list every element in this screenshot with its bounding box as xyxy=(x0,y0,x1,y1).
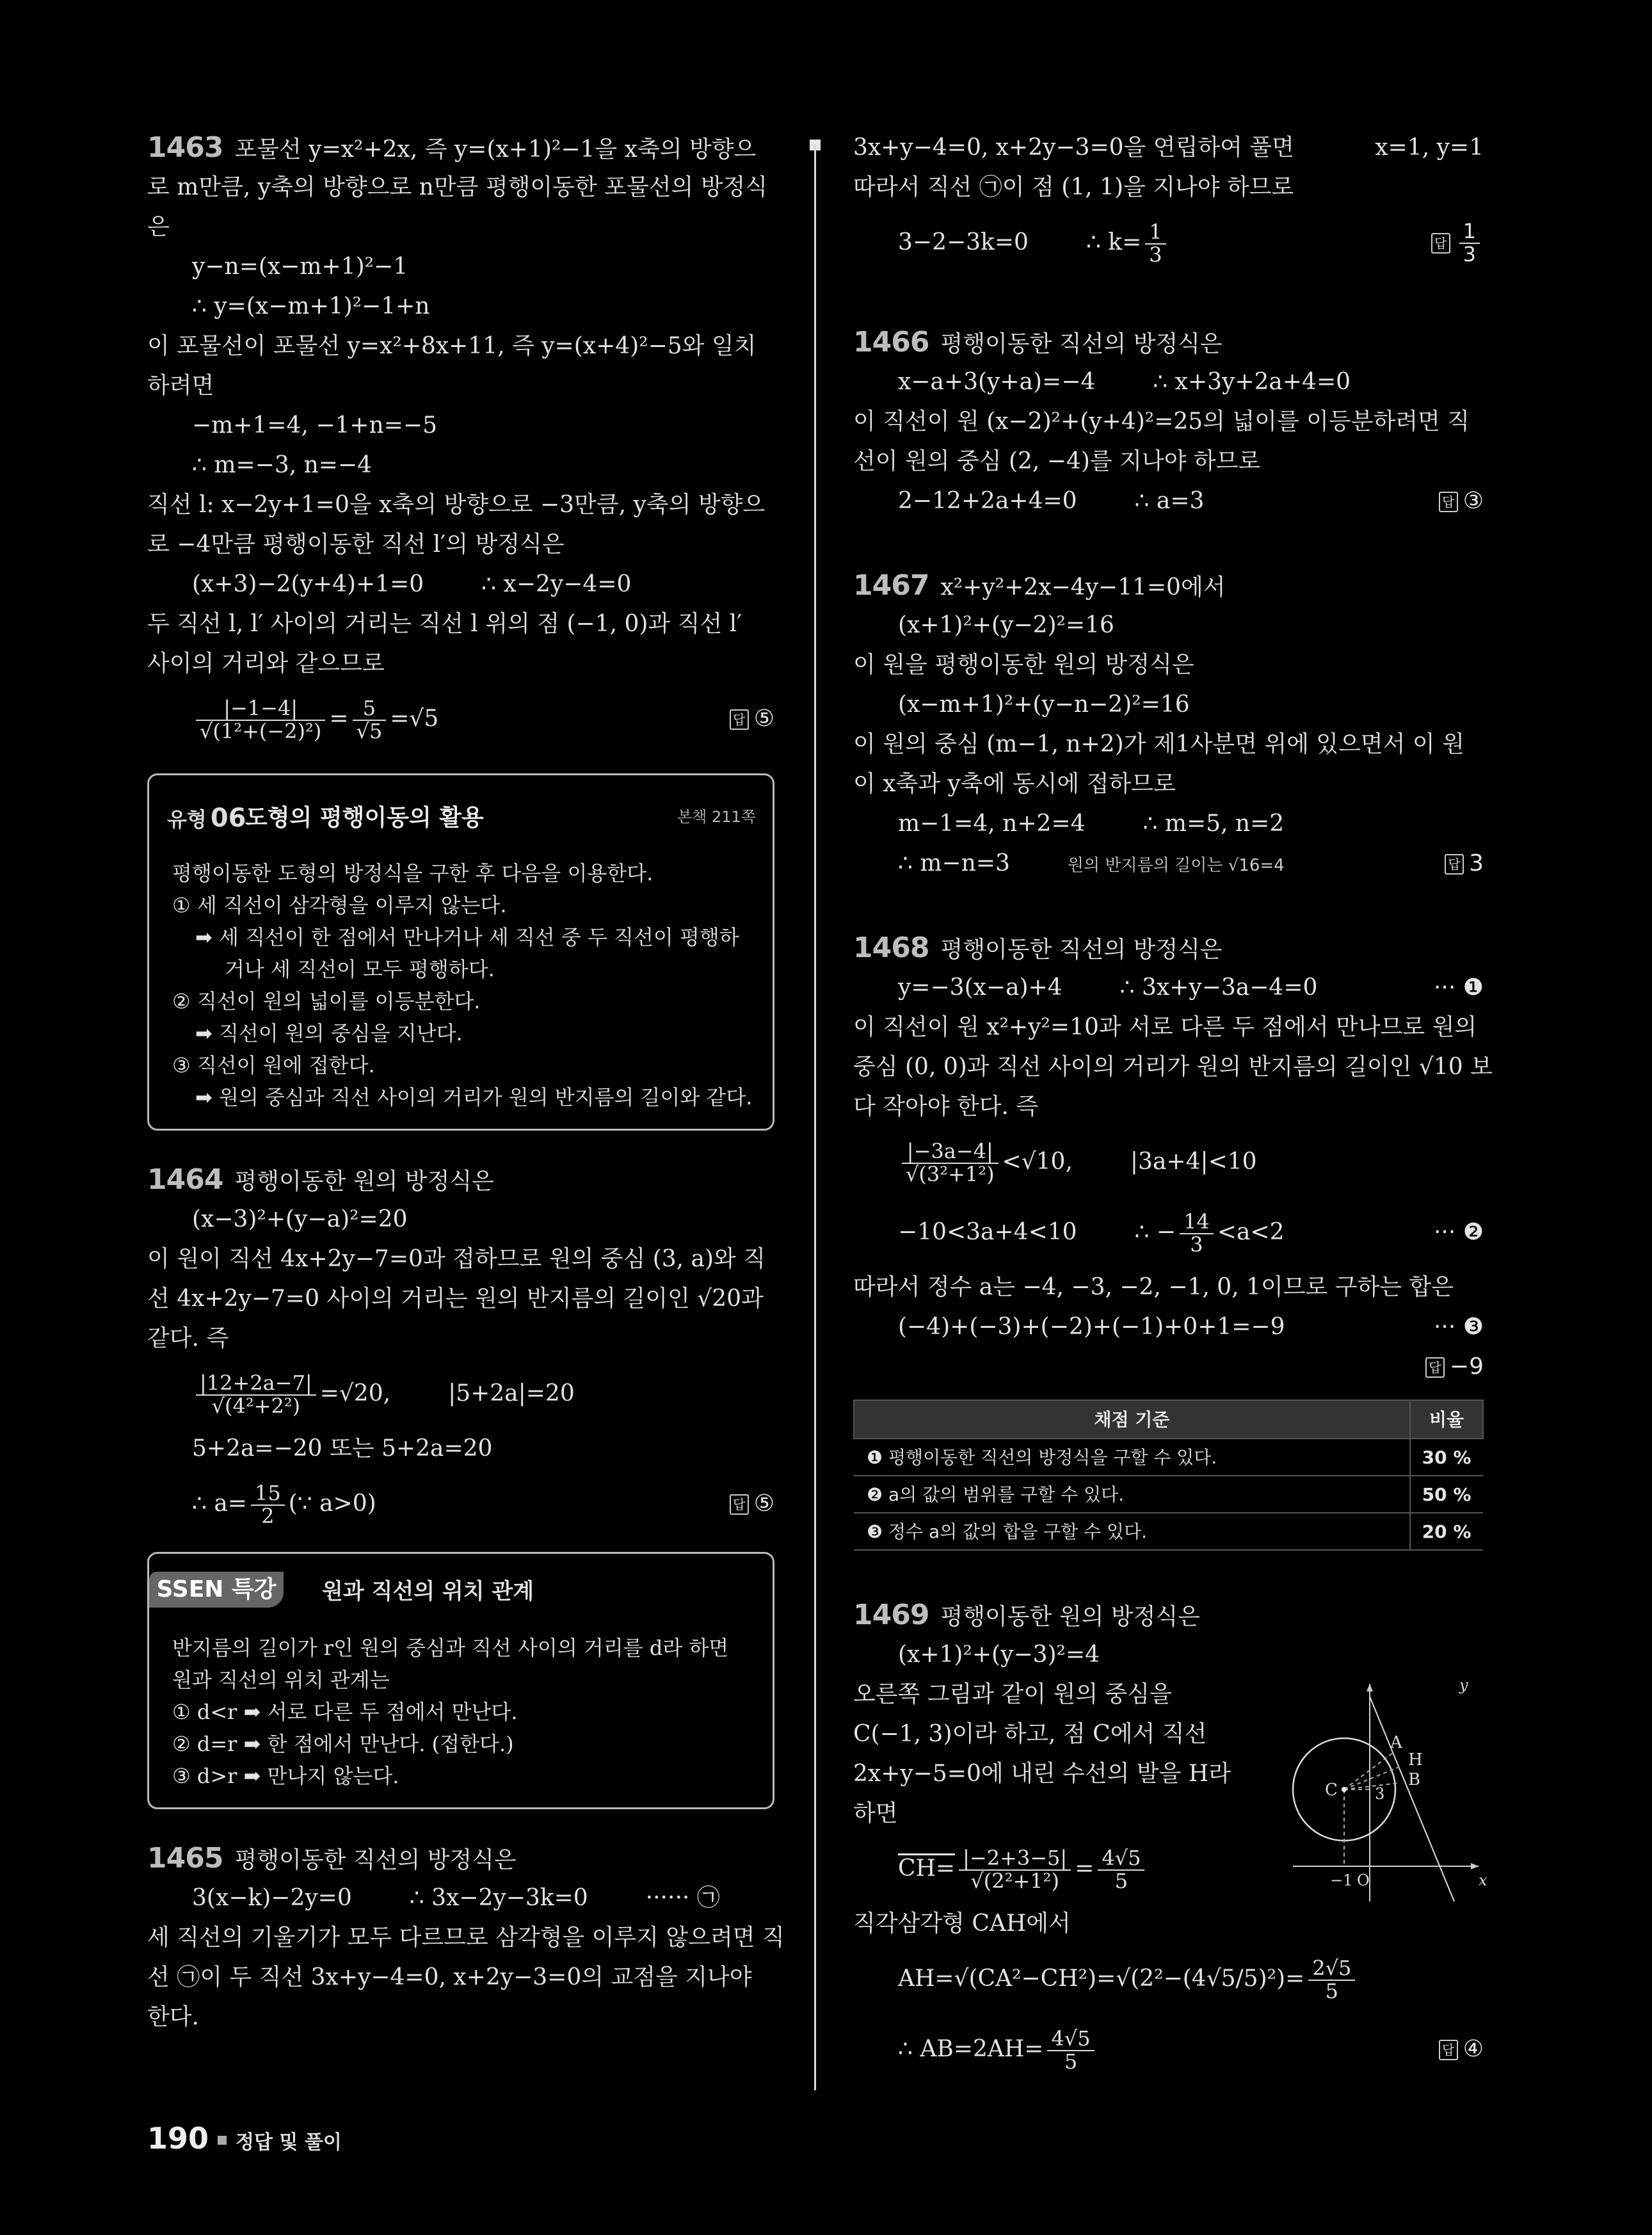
fraction xyxy=(1308,1958,1355,2002)
ssen-box xyxy=(147,1552,774,1809)
p1463-line6: 이 포물선이 포물선 y=x²+8x+11, 즉 y=(x+4)²−5와 일치 xyxy=(147,333,757,359)
numerator: |12+2a−7| xyxy=(196,1373,316,1396)
p1469-line3: 오른쪽 그림과 같이 원의 중심을 xyxy=(853,1681,1172,1707)
p1465-eq1 xyxy=(147,1878,774,1918)
denominator: √(4²+2²) xyxy=(211,1394,301,1418)
equation: ∴ AB=2AH= xyxy=(898,2036,1044,2062)
denominator: 5 xyxy=(1114,1869,1128,1893)
p1467-line6: 이 x축과 y축에 동시에 접하므로 xyxy=(853,771,1176,797)
p1469-eq1: (x+1)²+(y−3)²=4 xyxy=(898,1642,1100,1668)
answer-value: ③ xyxy=(1463,488,1484,514)
p1467-line3: 이 원을 평행이동한 원의 방정식은 xyxy=(853,652,1194,678)
p1463-line10: 직선 l: x−2y+1=0을 x축의 방향으로 −3만큼, y축의 방향으 xyxy=(147,492,766,518)
criteria-cell: ❶ 평행이동한 직선의 방정식을 구할 수 있다. xyxy=(854,1439,1410,1476)
equation: −10<3a+4<10 xyxy=(898,1219,1077,1245)
p1468-fraction-line xyxy=(853,1127,1484,1197)
equation: 2−12+2a+4=0 xyxy=(898,488,1077,514)
type06-box xyxy=(147,773,774,1131)
equation: (x+3)−2(y+4)+1=0 xyxy=(192,571,424,597)
denominator: 3 xyxy=(1190,1232,1203,1257)
answer-mark-icon: 답 xyxy=(1431,233,1450,254)
step-marker: ··· ❸ xyxy=(1433,1314,1484,1340)
box-line: ① d<r ➡ 서로 다른 두 점에서 만난다. xyxy=(172,1700,518,1724)
ratio-header: 비율 xyxy=(1410,1400,1483,1439)
problem-number: 1469 xyxy=(853,1599,929,1631)
p1469-line6: 하면 xyxy=(853,1800,898,1827)
answer-mark-icon: 답 xyxy=(1425,1357,1445,1378)
p1463-line11: 로 −4만큼 평행이동한 직선 l′의 방정식은 xyxy=(147,531,565,558)
p1465-line4: 선 ㉠이 두 직선 3x+y−4=0, x+2y−3=0의 교점을 지나야 xyxy=(147,1964,752,1990)
page-footer xyxy=(147,2120,342,2158)
result: <a<2 xyxy=(1217,1219,1285,1245)
equation: ∴ m=5, n=2 xyxy=(1143,811,1285,837)
fraction xyxy=(353,698,387,742)
type-tag xyxy=(167,802,246,834)
answer-mark-icon: 답 xyxy=(1445,854,1464,875)
numerator: |−1−4| xyxy=(196,698,325,721)
box-line: ② 직선이 원의 넓이를 이등분한다. xyxy=(172,989,481,1013)
fraction xyxy=(902,1141,998,1185)
p1463-line7: 하려면 xyxy=(147,373,214,399)
p1467-eq3 xyxy=(853,804,1484,844)
equation: ∴ 3x−2y−3k=0 xyxy=(409,1885,588,1911)
answer-value: ⑤ xyxy=(753,1490,774,1517)
denominator: 5 xyxy=(1325,1979,1338,2003)
text: 평행이동한 원의 방정식은 xyxy=(940,1604,1200,1630)
equation: 3(x−k)−2y=0 xyxy=(192,1885,352,1911)
segment-label: CH= xyxy=(898,1855,956,1882)
fraction xyxy=(1047,2028,1094,2072)
p1469-ab-line xyxy=(853,2014,1484,2085)
p1464-fraction-line xyxy=(147,1359,774,1429)
fraction xyxy=(959,1848,1071,1892)
numerator: 4√5 xyxy=(1047,2028,1094,2051)
answer-value: −9 xyxy=(1449,1353,1484,1380)
solution: x=1, y=1 xyxy=(1375,134,1484,161)
point-h-label: H xyxy=(1408,1750,1423,1770)
p1466-line4: 선이 원의 중심 (2, −4)를 지나야 하므로 xyxy=(853,448,1261,474)
y-axis-label: y xyxy=(1459,1676,1468,1694)
answer-mark-icon: 답 xyxy=(730,709,749,730)
box-title: 도형의 평행이동의 활용 xyxy=(245,805,484,831)
p1469-line8: 직각삼각형 CAH에서 xyxy=(853,1910,1071,1937)
p1463-line14: 사이의 거리와 같으므로 xyxy=(147,650,385,677)
answer xyxy=(730,684,774,754)
denominator: √(1²+(−2)²) xyxy=(200,719,322,743)
denominator: √(3²+1²) xyxy=(906,1162,995,1186)
text: x²+y²+2x−4y−11=0에서 xyxy=(940,574,1226,601)
ssen-title: 원과 직선의 위치 관계 xyxy=(322,1579,534,1604)
fraction xyxy=(1098,1848,1144,1892)
p1465c-line2: 따라서 직선 ㉠이 점 (1, 1)을 지나야 하므로 xyxy=(853,174,1294,200)
ssen-tag: SSEN 특강 xyxy=(149,1572,284,1608)
equation: ∴ x−2y−4=0 xyxy=(481,571,632,597)
result-prefix: ∴ k= xyxy=(1086,229,1142,255)
p1463-line3: 은 xyxy=(147,214,170,240)
criteria-cell: ❸ 정수 a의 값의 합을 구할 수 있다. xyxy=(854,1513,1410,1550)
text: 3x+y−4=0, x+2y−3=0을 연립하여 풀면 xyxy=(853,134,1294,161)
box-line: 평행이동한 도형의 방정식을 구한 후 다음을 이용한다. xyxy=(172,861,654,885)
equation: (−4)+(−3)+(−2)+(−1)+0+1=−9 xyxy=(898,1314,1285,1340)
text: 포물선 y=x²+2x, 즉 y=(x+1)²−1을 x축의 방향으 xyxy=(234,136,757,163)
answer-mark-icon: 답 xyxy=(730,1494,749,1515)
answer xyxy=(1445,844,1484,884)
p1468-eq3 xyxy=(853,1307,1484,1347)
answer-value: 3 xyxy=(1469,850,1484,876)
box-line: ➡ 세 직선이 한 점에서 만나거나 세 직선 중 두 직선이 평행하 xyxy=(195,925,739,949)
box-line: 거나 세 직선이 모두 평행하다. xyxy=(225,957,495,981)
p1464-line1 xyxy=(147,1160,774,1200)
box-line: 원과 직선의 위치 관계는 xyxy=(172,1668,390,1692)
denominator: 3 xyxy=(1149,243,1162,267)
p1466-eq2 xyxy=(853,481,1484,521)
footer-label: 정답 및 풀이 xyxy=(236,2131,342,2154)
answer-fraction xyxy=(1459,221,1480,265)
equation: |5+2a|=20 xyxy=(448,1380,575,1407)
type-number: 06 xyxy=(210,803,246,833)
answer xyxy=(730,1469,774,1539)
fraction xyxy=(196,1373,316,1417)
numerator: 14 xyxy=(1180,1211,1214,1234)
p1468-line3: 이 직선이 원 x²+y²=10과 서로 다른 두 점에서 만나므로 원의 xyxy=(853,1014,1477,1040)
text: 평행이동한 원의 방정식은 xyxy=(234,1168,494,1195)
equation: ∴ 3x+y−3a−4=0 xyxy=(1119,974,1318,1001)
denominator: 2 xyxy=(261,1504,275,1528)
answer-mark-icon: 답 xyxy=(1439,2040,1458,2060)
p1463-line13: 두 직선 l, l′ 사이의 거리는 직선 l 위의 점 (−1, 0)과 직선 l′ xyxy=(147,611,742,637)
radius-note: 원의 반지름의 길이는 √16=4 xyxy=(1067,856,1285,875)
denominator: √5 xyxy=(356,719,383,743)
p1463-fraction-line xyxy=(147,684,774,754)
problem-number: 1467 xyxy=(853,569,929,602)
p1468-line4: 중심 (0, 0)과 직선 사이의 거리가 원의 반지름의 길이인 √10 보 xyxy=(853,1054,1493,1080)
equation: ∴ a=3 xyxy=(1134,488,1205,514)
answer-value: ④ xyxy=(1463,2036,1484,2062)
condition: (∵ a>0) xyxy=(288,1490,376,1517)
p1467-line5: 이 원의 중심 (m−1, n+2)가 제1사분면 위에 있으면서 이 원 xyxy=(853,731,1464,757)
p1465-line3: 세 직선의 기울기가 모두 다르므로 삼각형을 이루지 않으려면 직 xyxy=(147,1924,785,1951)
p1467-eq2: (x−m+1)²+(y−n−2)²=16 xyxy=(898,691,1190,718)
p1463-eq3: −m+1=4, −1+n=−5 xyxy=(192,412,437,439)
point-a-label: A xyxy=(1390,1733,1402,1752)
origin-label: O xyxy=(1357,1871,1370,1889)
equation: x−a+3(y+a)=−4 xyxy=(898,369,1096,395)
step-marker: ··· ❷ xyxy=(1433,1219,1484,1245)
answer-mark-icon: 답 xyxy=(1439,492,1458,512)
box-line: ➡ 원의 중심과 직선 사이의 거리가 원의 반지름의 길이와 같다. xyxy=(195,1085,753,1109)
type-label: 유형 xyxy=(167,807,207,832)
box-line: ③ d>r ➡ 만나지 않는다. xyxy=(172,1764,399,1788)
page-number: 190 xyxy=(147,2121,209,2156)
p1469-line4: C(−1, 3)이라 하고, 점 C에서 직선 xyxy=(853,1721,1207,1747)
criteria-cell: ❷ a의 값의 범위를 구할 수 있다. xyxy=(854,1476,1410,1513)
result: =√20, xyxy=(319,1380,391,1407)
x-axis-label: x xyxy=(1479,1871,1488,1889)
text: 평행이동한 직선의 방정식은 xyxy=(940,937,1223,963)
p1463-eq2: ∴ y=(x−m+1)²−1+n xyxy=(192,293,430,319)
answer xyxy=(1431,207,1484,278)
p1469-line1 xyxy=(853,1595,1484,1635)
p1466-line1 xyxy=(853,323,1484,362)
equation: ∴ m−n=3 xyxy=(898,850,1010,876)
equation: m−1=4, n+2=4 xyxy=(898,811,1086,837)
numerator: 2√5 xyxy=(1308,1958,1355,1981)
fraction xyxy=(1145,222,1166,266)
table-row xyxy=(854,1439,1483,1476)
grading-table xyxy=(853,1400,1484,1551)
criteria-header: 채점 기준 xyxy=(854,1400,1410,1439)
p1464-line4: 선 4x+2y−7=0 사이의 거리는 원의 반지름의 길이인 √20과 xyxy=(147,1286,764,1312)
p1468-eq1 xyxy=(853,968,1484,1008)
left-column xyxy=(147,128,785,2037)
numerator: |−2+3−5| xyxy=(959,1848,1071,1871)
p1465-line5: 한다. xyxy=(147,2004,199,2030)
x-axis-arrow-icon xyxy=(1471,1863,1479,1869)
table-row xyxy=(854,1513,1483,1550)
problem-number: 1463 xyxy=(147,131,223,164)
result-prefix: ∴ a= xyxy=(192,1490,247,1517)
equation-tag: ······ ㉠ xyxy=(645,1885,720,1911)
ratio-cell: 30 % xyxy=(1410,1439,1483,1476)
answer xyxy=(1439,2014,1484,2085)
answer xyxy=(1425,1347,1484,1387)
p1469-ah-line xyxy=(853,1944,1484,2014)
box-line: ① 세 직선이 삼각형을 이루지 않는다. xyxy=(172,893,507,917)
box-reference: 본책 211쪽 xyxy=(677,808,756,826)
equals: = xyxy=(329,706,349,732)
x-tick-neg1: −1 xyxy=(1330,1871,1353,1889)
column-divider xyxy=(814,144,816,2090)
p1464-line5: 같다. 즉 xyxy=(147,1325,229,1351)
equals: = xyxy=(1075,1855,1095,1882)
y-tick-3: 3 xyxy=(1375,1785,1385,1803)
p1463-eq1: y−n=(x−m+1)²−1 xyxy=(192,254,408,280)
answer-value: ⑤ xyxy=(753,706,774,732)
denominator: √(2²+1²) xyxy=(970,1869,1059,1893)
segment-ca xyxy=(1344,1753,1393,1789)
segment-ch xyxy=(1344,1767,1399,1789)
p1463-line1 xyxy=(147,128,774,168)
p1467-line1 xyxy=(853,566,1484,606)
p1468-answer-line xyxy=(853,1347,1484,1387)
circle-line-figure xyxy=(1287,1671,1491,1908)
numerator: 4√5 xyxy=(1098,1848,1144,1871)
p1465c-line1 xyxy=(853,128,1484,168)
answer xyxy=(1439,481,1484,521)
numerator: |−3a−4| xyxy=(902,1141,998,1164)
denominator: 5 xyxy=(1064,2049,1078,2074)
ratio-cell: 20 % xyxy=(1410,1513,1483,1550)
equation: AH=√(CA²−CH²)=√(2²−(4√5/5)²)= xyxy=(898,1965,1305,1992)
problem-number: 1466 xyxy=(853,326,929,359)
p1465-line1 xyxy=(147,1839,774,1878)
p1466-line3: 이 직선이 원 (x−2)²+(y+4)²=25의 넓이를 이등분하려면 직 xyxy=(853,408,1470,435)
numerator: 15 xyxy=(251,1483,285,1506)
p1466-eq1 xyxy=(853,362,1484,402)
text: 평행이동한 직선의 방정식은 xyxy=(234,1847,517,1873)
denominator: 3 xyxy=(1463,242,1476,266)
point-c-label: C xyxy=(1325,1780,1338,1800)
fraction xyxy=(1180,1211,1214,1255)
box-header xyxy=(149,793,773,843)
p1467-eq4 xyxy=(853,844,1484,884)
p1465c-result-line xyxy=(853,207,1484,278)
p1468-range-line xyxy=(853,1197,1484,1268)
footer-square-icon xyxy=(218,2136,227,2145)
result: =√5 xyxy=(390,706,439,732)
equation: 3−2−3k=0 xyxy=(898,229,1029,255)
problem-number: 1465 xyxy=(147,1842,223,1875)
box-line: 반지름의 길이가 r인 원의 중심과 직선 사이의 거리를 d라 하면 xyxy=(172,1636,729,1660)
p1463-eq4: ∴ m=−3, n=−4 xyxy=(192,452,373,478)
box-line: ➡ 직선이 원의 중심을 지난다. xyxy=(195,1021,463,1045)
equation: y=−3(x−a)+4 xyxy=(898,974,1063,1001)
p1467-eq1: (x+1)²+(y−2)²=16 xyxy=(898,612,1114,638)
box-line: ③ 직선이 원에 접한다. xyxy=(172,1053,375,1077)
numerator: 5 xyxy=(353,698,387,721)
ratio-cell: 50 % xyxy=(1410,1476,1483,1513)
p1464-result-line xyxy=(147,1469,774,1539)
p1468-line5: 다 작아야 한다. 즉 xyxy=(853,1093,1039,1120)
point-b-label: B xyxy=(1408,1770,1421,1789)
y-axis-arrow-icon xyxy=(1367,1684,1373,1691)
equation: ∴ x+3y+2a+4=0 xyxy=(1153,369,1351,395)
fraction xyxy=(251,1483,285,1527)
table-row xyxy=(854,1476,1483,1513)
p1463-line2: 로 m만큼, y축의 방향으로 n만큼 평행이동한 포물선의 방정식 xyxy=(147,174,768,200)
box-line: ② d=r ➡ 한 점에서 만난다. (접한다.) xyxy=(172,1732,514,1756)
p1469-line5: 2x+y−5=0에 내린 수선의 발을 H라 xyxy=(853,1761,1231,1787)
numerator: 1 xyxy=(1459,221,1480,244)
equation: |3a+4|<10 xyxy=(1130,1149,1257,1175)
p1468-line1 xyxy=(853,928,1484,968)
p1464-eq3: 5+2a=−20 또는 5+2a=20 xyxy=(192,1435,493,1462)
ssen-header xyxy=(149,1572,773,1620)
numerator: 1 xyxy=(1145,222,1166,245)
result-prefix: ∴ − xyxy=(1134,1219,1176,1245)
p1464-eq1: (x−3)²+(y−a)²=20 xyxy=(192,1206,408,1232)
p1463-eq5 xyxy=(147,565,774,604)
fraction xyxy=(196,698,325,742)
problem-number: 1468 xyxy=(853,932,929,964)
step-marker: ··· ❶ xyxy=(1433,974,1484,1001)
problem-number: 1464 xyxy=(147,1163,223,1196)
text: 평행이동한 직선의 방정식은 xyxy=(940,331,1223,357)
grading-header xyxy=(854,1400,1483,1439)
p1468-line8: 따라서 정수 a는 −4, −3, −2, −1, 0, 1이므로 구하는 합은 xyxy=(853,1274,1454,1300)
center-point xyxy=(1342,1787,1347,1792)
p1464-line3: 이 원이 직선 4x+2y−7=0과 접하므로 원의 중심 (3, a)와 직 xyxy=(147,1246,766,1272)
result: <√10, xyxy=(1002,1149,1073,1175)
